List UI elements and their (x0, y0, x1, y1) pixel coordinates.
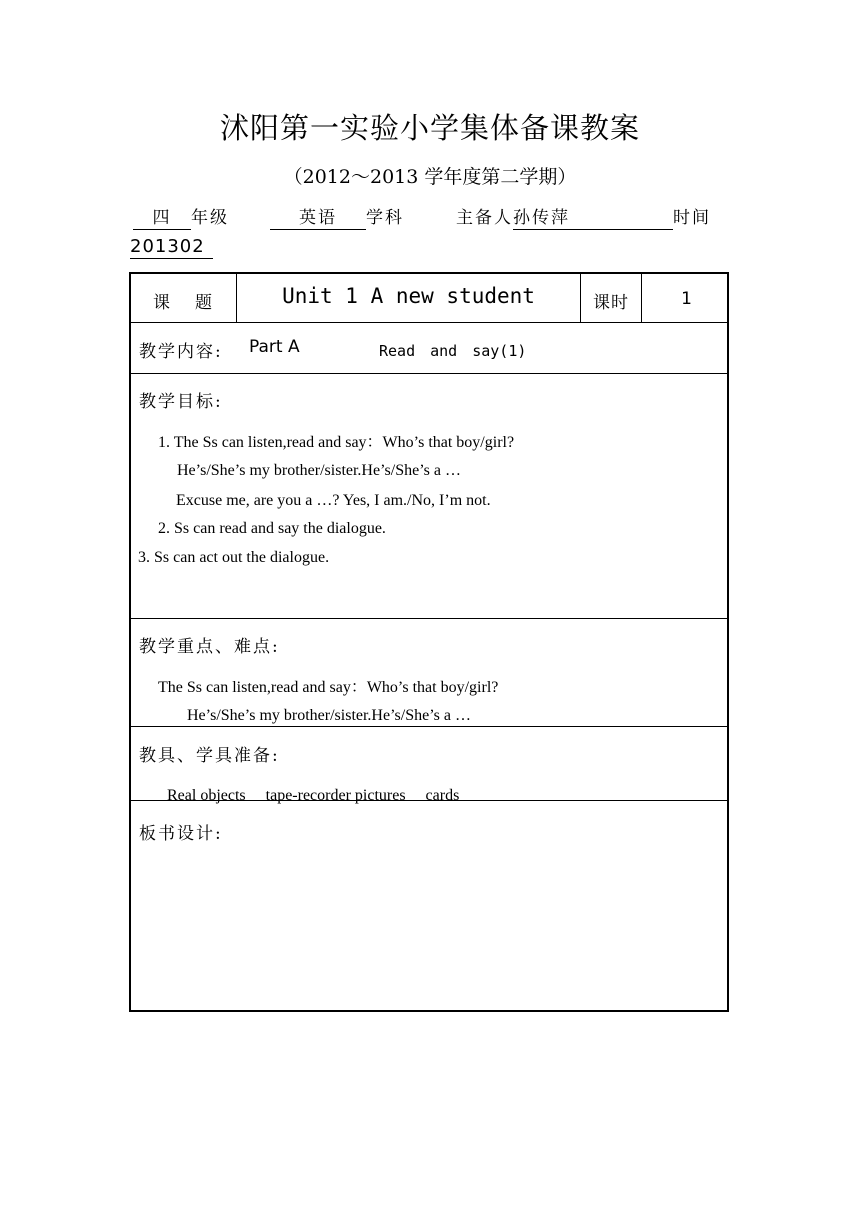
period-label: 课时 (593, 293, 629, 313)
content-part: Part A (249, 337, 300, 357)
materials-text: Real objects tape-recorder pictures cards (167, 787, 460, 804)
column-divider (580, 274, 581, 322)
objectives-label: 教学目标: (139, 392, 223, 412)
row-divider (131, 373, 727, 374)
materials-label: 教具、学具准备: (139, 746, 280, 766)
topic-label: 课 题 (153, 293, 216, 313)
content-detail: Read and say(1) (379, 342, 527, 360)
semester-subtitle: （2012～2013 学年度第二学期） (283, 166, 577, 188)
objective-line: 1. The Ss can listen,read and say：Who’s that boy/girl? (158, 434, 515, 451)
lead-teacher-field (456, 203, 711, 230)
key-point-line: He’s/She’s my brother/sister.He’s/She’s a … (187, 707, 471, 724)
board-design-label: 板书设计: (139, 824, 223, 844)
lead-teacher-label: 主备人 (456, 208, 513, 228)
subject-field (270, 203, 404, 230)
page-title: 沭阳第一实验小学集体备课教案 (219, 111, 640, 145)
objective-line: 2. Ss can read and say the dialogue. (158, 520, 386, 537)
subject-label: 学科 (366, 208, 404, 228)
objective-line: 3. Ss can act out the dialogue. (138, 549, 330, 566)
subject-value: 英语 (270, 203, 366, 230)
row-divider (131, 618, 727, 619)
grade-field (133, 203, 229, 230)
lesson-plan-table (129, 272, 729, 1012)
time-field (130, 236, 213, 259)
topic-value: Unit 1 A new student (282, 284, 535, 308)
grade-value: 四 (133, 203, 191, 230)
key-points-label: 教学重点、难点: (139, 637, 280, 657)
time-label: 时间 (673, 208, 711, 228)
row-divider (131, 726, 727, 727)
row-divider (131, 322, 727, 323)
key-point-line: The Ss can listen,read and say：Who’s that boy/girl? (158, 679, 499, 696)
grade-label: 年级 (191, 208, 229, 228)
period-value: 1 (681, 289, 692, 309)
objective-line: He’s/She’s my brother/sister.He’s/She’s a … (177, 462, 461, 479)
time-value: 201302 (130, 236, 213, 259)
objective-line: Excuse me, are you a …? Yes, I am./No, I’m not. (176, 492, 491, 509)
lead-teacher-value: 孙传萍 (513, 203, 673, 230)
content-label: 教学内容: (139, 342, 223, 362)
